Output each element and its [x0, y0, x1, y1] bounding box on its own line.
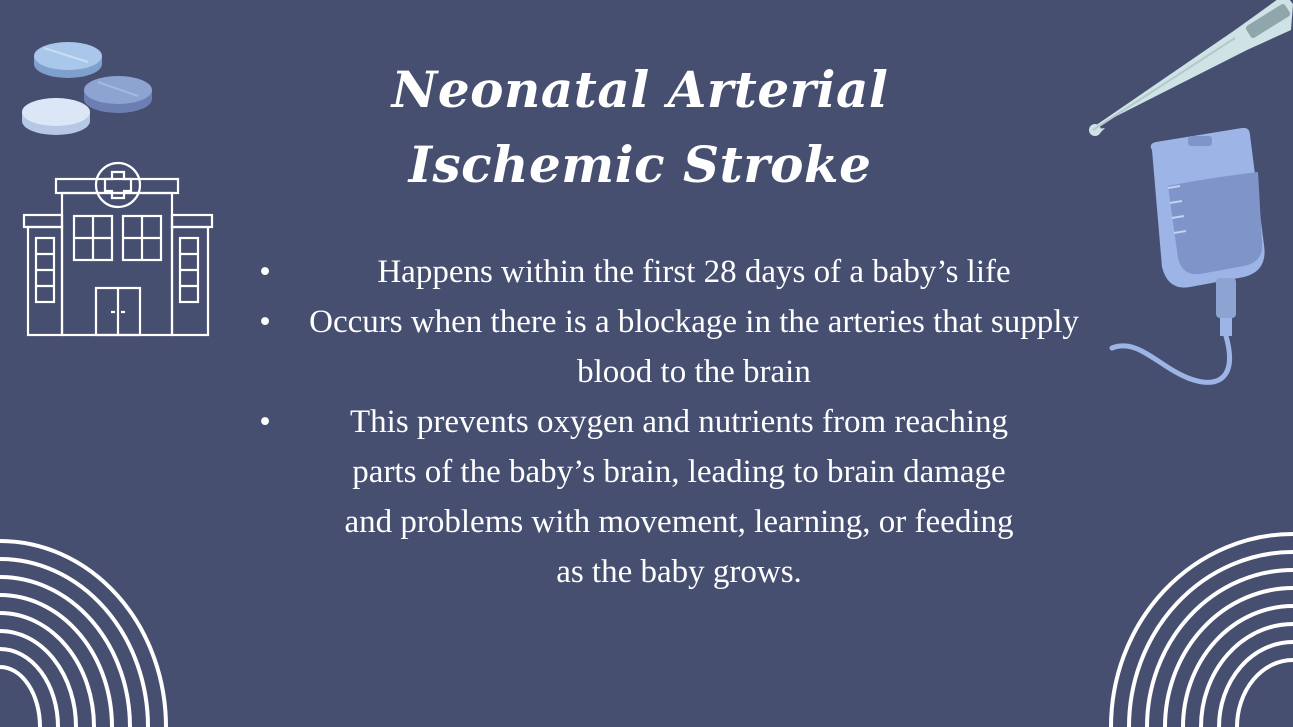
thermometer-icon	[1085, 0, 1293, 140]
bullet-text: This prevents oxygen and nutrients from reaching parts of the baby’s brain, leading to brain damage and problems with movement, learning, or feeding as the baby grows.	[344, 404, 1014, 590]
iv-bag-icon	[1108, 128, 1283, 390]
pills-icon	[18, 34, 158, 142]
bullet-list	[255, 247, 1085, 597]
bullet-item	[255, 397, 1085, 597]
title-line-2: Ischemic Stroke	[408, 135, 872, 194]
title-line-1: Neonatal Arterial	[391, 60, 889, 119]
concentric-arcs-decoration	[1108, 530, 1293, 727]
bullet-text: Occurs when there is a blockage in the arteries that supply blood to the brain	[309, 304, 1079, 390]
bullet-text: Happens within the first 28 days of a baby’s life	[377, 254, 1011, 290]
concentric-arcs-decoration	[0, 537, 170, 727]
bullet-item	[255, 297, 1085, 397]
bullet-item	[255, 247, 1085, 297]
hospital-icon	[22, 160, 216, 338]
bullet-marker: •	[259, 404, 271, 440]
bullet-marker: •	[259, 304, 271, 340]
slide-title	[300, 52, 980, 202]
bullet-marker: •	[259, 254, 271, 290]
